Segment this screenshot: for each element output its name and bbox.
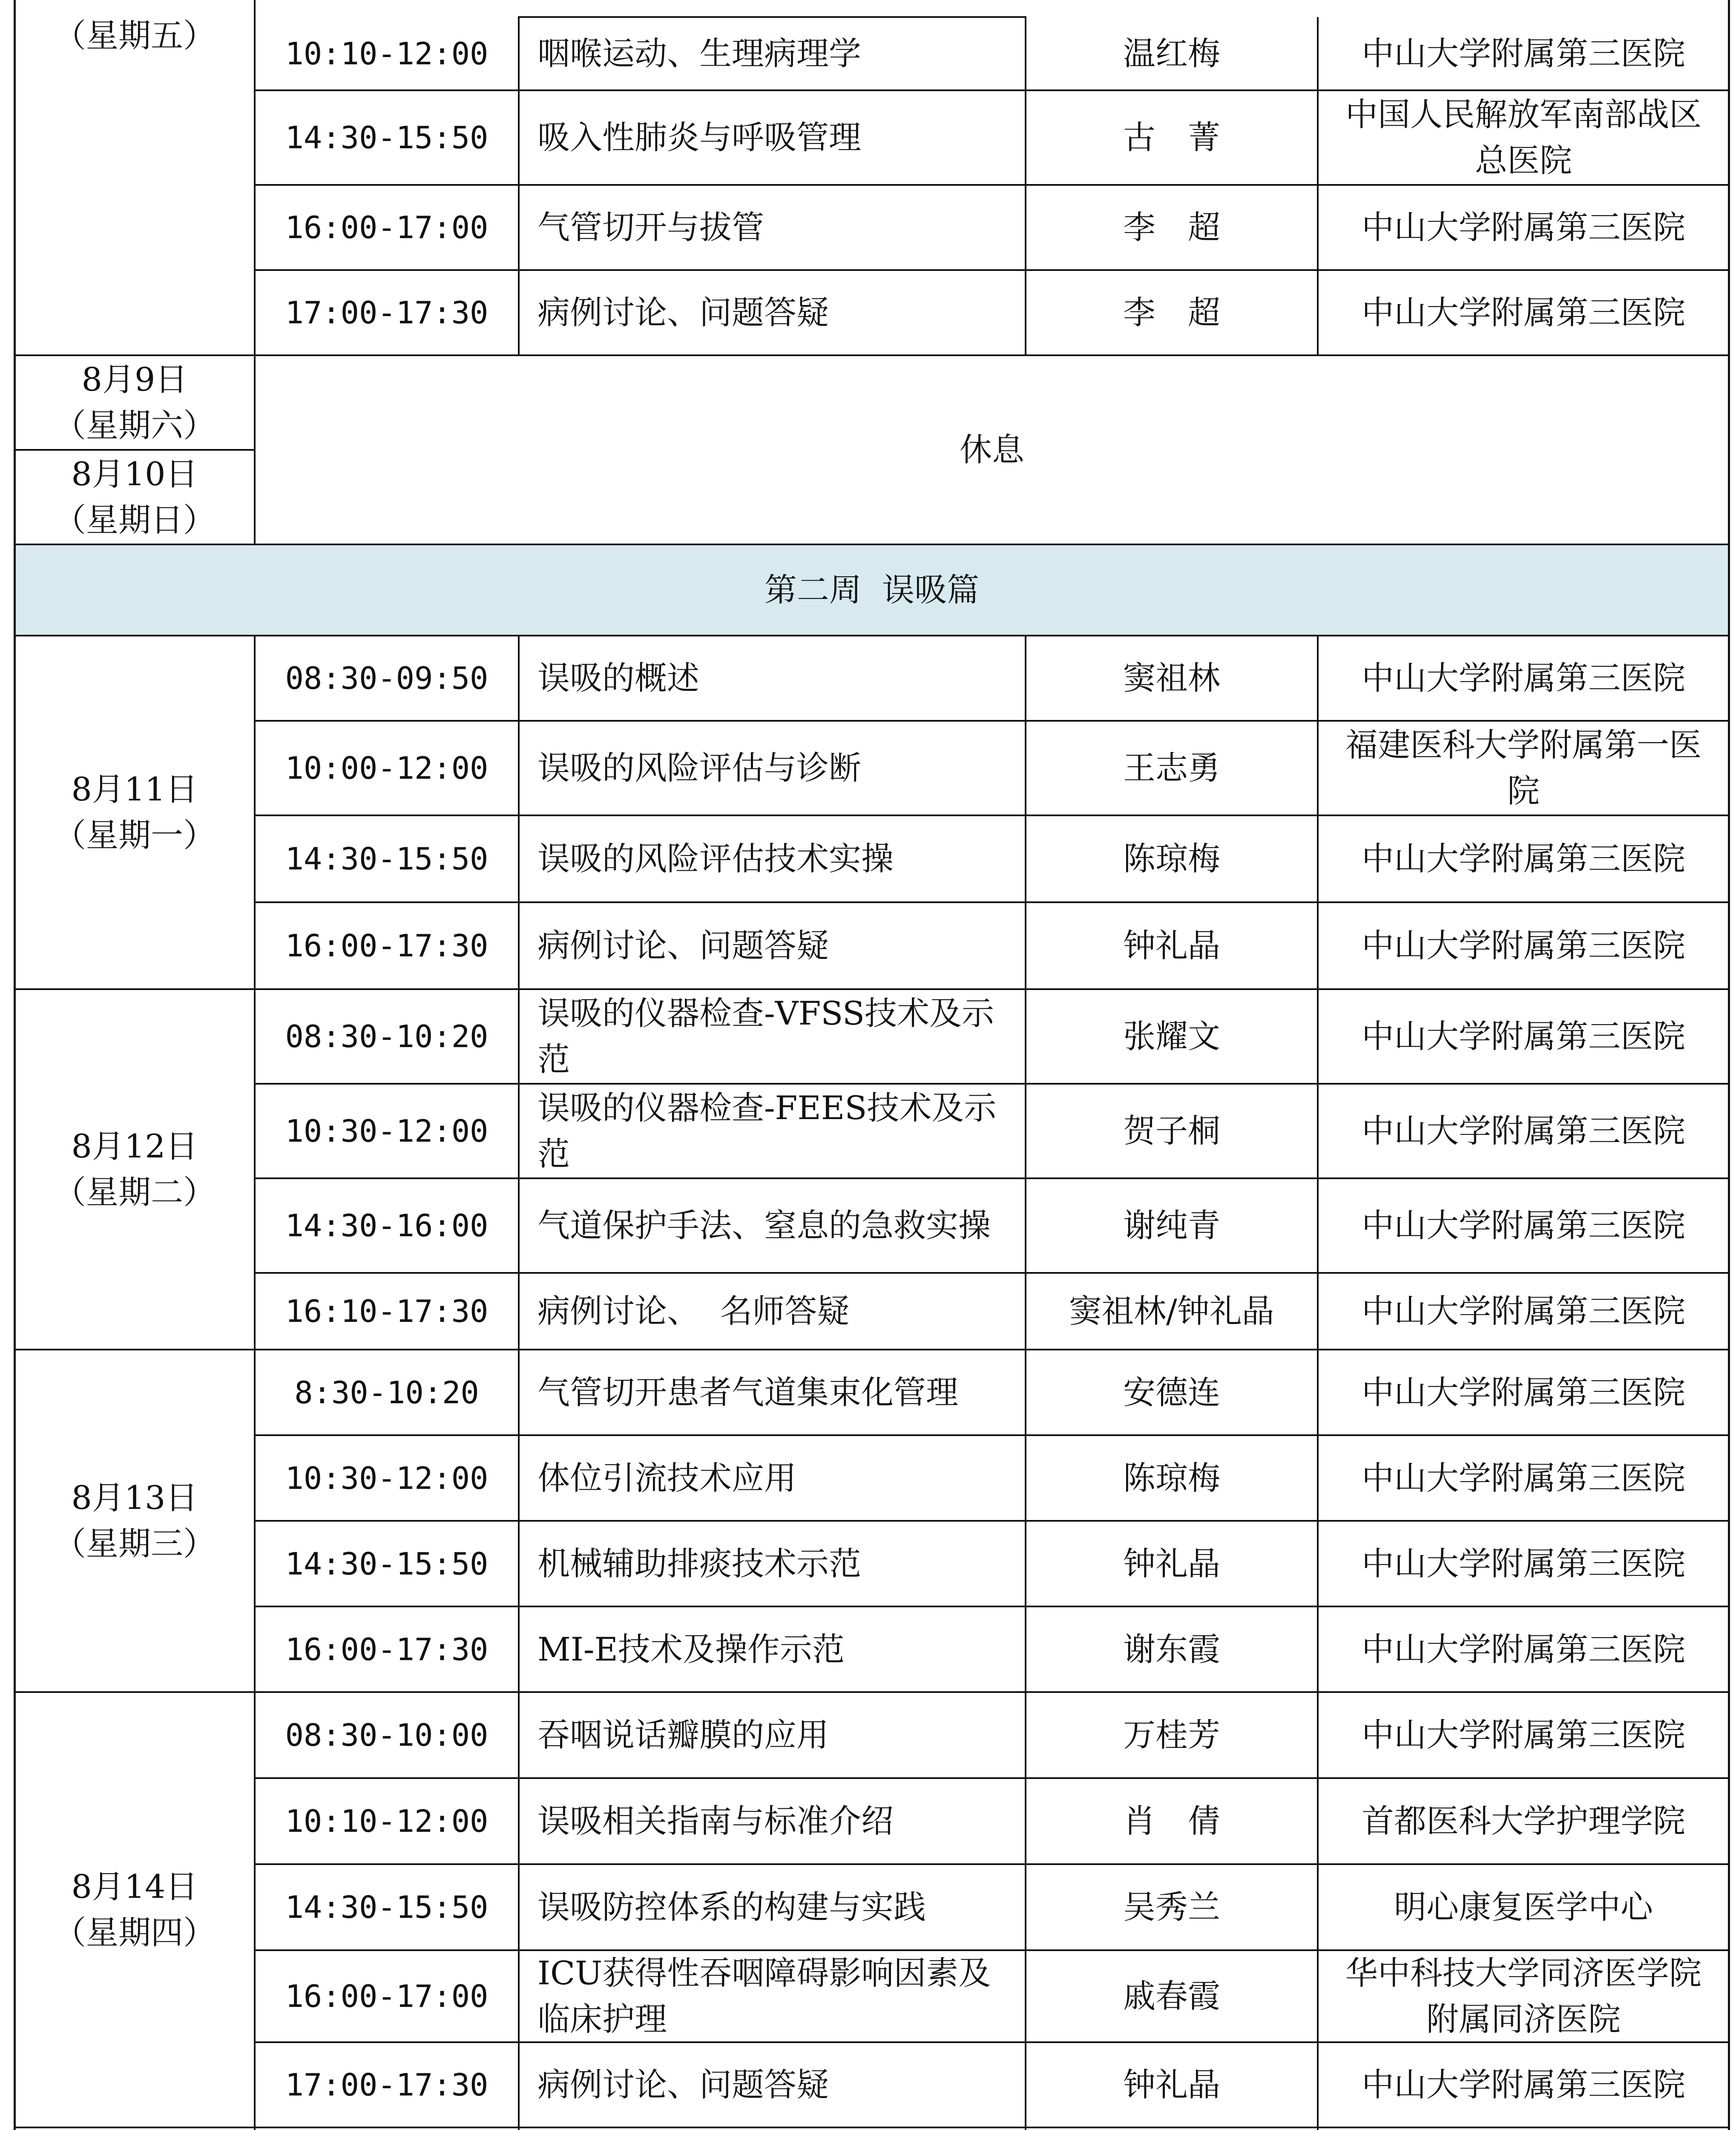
org-cell <box>1318 2042 1729 2127</box>
row-line <box>14 354 1730 356</box>
speaker-text: 钟礼晶 <box>1123 2066 1220 2104</box>
time-text: 08:30-10:00 <box>285 1717 489 1753</box>
date-label: 8月14日 <box>71 1868 198 1905</box>
topic-text: 病例讨论、 名师答疑 <box>537 1292 850 1330</box>
speaker-cell <box>1026 902 1318 989</box>
org-text: 首都医科大学护理学院 <box>1362 1802 1685 1840</box>
rest-label: 休息 <box>960 431 1024 469</box>
time-text: 17:00-17:30 <box>285 295 489 331</box>
row-line <box>254 815 1730 816</box>
speaker-text: 陈琼梅 <box>1123 1459 1220 1497</box>
topic-cell <box>519 902 1026 989</box>
topic-cell <box>519 1778 1026 1864</box>
speaker-text: 王志勇 <box>1123 749 1220 787</box>
time-text: 16:00-17:00 <box>285 1978 489 2014</box>
row-line <box>254 1520 1730 1522</box>
topic-text: 机械辅助排痰技术示范 <box>537 1544 861 1583</box>
col-line <box>1317 636 1319 2130</box>
speaker-cell <box>1026 1435 1318 1521</box>
topic-cell <box>519 1521 1026 1606</box>
topic-cell <box>519 1178 1026 1273</box>
org-text: 中山大学附属第三医院 <box>1362 1373 1685 1411</box>
row-line <box>254 1083 1730 1085</box>
col-line <box>254 0 256 544</box>
org-cell <box>1318 185 1729 270</box>
topic-text: 气管切开患者气道集束化管理 <box>537 1373 958 1411</box>
row-line <box>254 2041 1730 2043</box>
row-line <box>518 16 1026 18</box>
time-cell <box>255 1178 519 1273</box>
time-cell <box>255 1521 519 1606</box>
org-text: 明心康复医学中心 <box>1394 1888 1653 1926</box>
org-text: 中山大学附属第三医院 <box>1362 1206 1685 1244</box>
speaker-cell <box>1026 90 1318 185</box>
topic-cell <box>519 1606 1026 1692</box>
org-cell <box>1318 1778 1729 1864</box>
org-cell <box>1318 1864 1729 1950</box>
time-cell <box>255 270 519 355</box>
topic-text: 病例讨论、问题答疑 <box>537 294 829 331</box>
org-cell <box>1318 17 1729 90</box>
date-label: 8月13日 <box>71 1479 198 1517</box>
row-line <box>254 1272 1730 1274</box>
time-text: 16:10-17:30 <box>285 1293 489 1329</box>
speaker-cell <box>1026 636 1318 721</box>
time-text: 17:00-17:30 <box>285 2067 489 2103</box>
org-cell <box>1318 989 1729 1084</box>
org-text: 中山大学附属第三医院 <box>1362 1112 1685 1150</box>
time-cell <box>255 17 519 90</box>
speaker-cell <box>1026 815 1318 902</box>
topic-cell <box>519 90 1026 185</box>
org-cell <box>1318 90 1729 185</box>
topic-text: 体位引流技术应用 <box>537 1459 796 1497</box>
col-line <box>518 17 520 355</box>
org-cell <box>1318 1692 1729 1778</box>
date-cell <box>14 1692 255 2127</box>
time-cell <box>255 721 519 815</box>
speaker-text: 谢东霞 <box>1123 1630 1220 1668</box>
row-line <box>14 544 1730 545</box>
topic-text: 气道保护手法、窒息的急救实操 <box>537 1206 991 1244</box>
row-line <box>254 269 1730 271</box>
row-line <box>254 901 1730 903</box>
time-cell <box>255 636 519 721</box>
topic-cell <box>519 721 1026 815</box>
speaker-cell <box>1026 17 1318 90</box>
topic-text: 误吸相关指南与标准介绍 <box>537 1802 894 1840</box>
time-text: 10:30-12:00 <box>285 1113 489 1149</box>
time-cell <box>255 90 519 185</box>
speaker-text: 戚春霞 <box>1123 1977 1220 2015</box>
topic-cell <box>519 1864 1026 1950</box>
col-line <box>1317 17 1319 355</box>
date-cell <box>14 0 255 77</box>
org-cell <box>1318 1350 1729 1435</box>
time-text: 16:00-17:30 <box>285 1631 489 1667</box>
row-line <box>254 1863 1730 1865</box>
speaker-text: 钟礼晶 <box>1123 1544 1220 1583</box>
weekday-label: （星期二） <box>54 1173 216 1211</box>
col-line <box>1025 636 1026 2130</box>
topic-text: 误吸的仪器检查-VFSS技术及示范 <box>537 994 994 1078</box>
org-text: 中山大学附属第三医院 <box>1362 1630 1685 1668</box>
org-cell <box>1318 1950 1729 2042</box>
org-cell <box>1318 636 1729 721</box>
row-line <box>254 184 1730 186</box>
speaker-cell <box>1026 1350 1318 1435</box>
time-text: 16:00-17:00 <box>285 210 489 245</box>
speaker-cell <box>1026 1692 1318 1778</box>
org-cell <box>1318 721 1729 815</box>
org-text: 中山大学附属第三医院 <box>1362 1292 1685 1330</box>
speaker-cell <box>1026 1273 1318 1350</box>
time-text: 14:30-16:00 <box>285 1208 489 1243</box>
org-cell <box>1318 270 1729 355</box>
time-cell <box>255 1435 519 1521</box>
topic-text: 误吸的风险评估技术实操 <box>537 840 894 878</box>
topic-text: 吸入性肺炎与呼吸管理 <box>537 118 861 156</box>
org-text: 华中科技大学同济医学院附属同济医院 <box>1345 1954 1702 2038</box>
topic-cell <box>519 1692 1026 1778</box>
weekday-label: （星期日） <box>54 501 216 539</box>
time-cell <box>255 1084 519 1178</box>
speaker-text: 万桂芳 <box>1123 1716 1220 1754</box>
speaker-cell <box>1026 721 1318 815</box>
section-title: 第二周 误吸篇 <box>764 571 980 609</box>
time-text: 08:30-09:50 <box>285 660 489 696</box>
date-label: 8月12日 <box>71 1127 198 1165</box>
weekday-label: （星期四） <box>54 1914 216 1952</box>
speaker-cell <box>1026 1521 1318 1606</box>
row-line <box>14 1349 1730 1350</box>
speaker-text: 古 菁 <box>1123 118 1220 156</box>
org-text: 中山大学附属第三医院 <box>1362 35 1685 72</box>
time-cell <box>255 1778 519 1864</box>
topic-cell <box>519 17 1026 90</box>
time-cell <box>255 2042 519 2127</box>
time-text: 10:10-12:00 <box>285 1803 489 1839</box>
time-text: 10:30-12:00 <box>285 1460 489 1496</box>
row-line <box>254 1177 1730 1179</box>
topic-cell <box>519 2042 1026 2127</box>
speaker-text: 张耀文 <box>1123 1017 1220 1055</box>
row-line <box>14 635 1730 636</box>
topic-cell <box>519 1273 1026 1350</box>
row-line <box>254 89 1730 91</box>
topic-text: 病例讨论、问题答疑 <box>537 927 829 964</box>
org-text: 中山大学附属第三医院 <box>1362 1017 1685 1055</box>
speaker-text: 钟礼晶 <box>1123 927 1220 964</box>
org-text: 中山大学附属第三医院 <box>1362 1716 1685 1754</box>
col-line <box>518 636 520 2130</box>
time-cell <box>255 815 519 902</box>
org-text: 中山大学附属第三医院 <box>1362 659 1685 697</box>
speaker-text: 窦祖林/钟礼晶 <box>1069 1292 1274 1330</box>
date-cell <box>14 1350 255 1692</box>
speaker-cell <box>1026 989 1318 1084</box>
org-text: 中山大学附属第三医院 <box>1362 840 1685 878</box>
date-label: 8月11日 <box>71 770 198 808</box>
org-text: 中山大学附属第三医院 <box>1362 1544 1685 1583</box>
org-cell <box>1318 1521 1729 1606</box>
row-line <box>254 720 1730 722</box>
time-text: 14:30-15:50 <box>285 841 489 877</box>
rest-cell <box>255 355 1729 544</box>
speaker-text: 吴秀兰 <box>1123 1888 1220 1926</box>
time-text: 10:00-12:00 <box>285 750 489 786</box>
speaker-cell <box>1026 1178 1318 1273</box>
time-text: 16:00-17:30 <box>285 928 489 964</box>
col-line <box>1025 17 1026 355</box>
speaker-text: 谢纯青 <box>1123 1206 1220 1244</box>
speaker-text: 李 超 <box>1123 294 1220 331</box>
col-line <box>254 636 256 2130</box>
org-cell <box>1318 1435 1729 1521</box>
speaker-cell <box>1026 1606 1318 1692</box>
org-text: 福建医科大学附属第一医院 <box>1345 726 1702 810</box>
topic-cell <box>519 989 1026 1084</box>
time-cell <box>255 185 519 270</box>
speaker-cell <box>1026 185 1318 270</box>
topic-cell <box>519 1350 1026 1435</box>
topic-text: 气管切开与拔管 <box>537 208 764 246</box>
time-text: 08:30-10:20 <box>285 1019 489 1054</box>
org-text: 中山大学附属第三医院 <box>1362 1459 1685 1497</box>
rest-date-cell-sat <box>14 355 255 450</box>
org-cell <box>1318 902 1729 989</box>
date-cell <box>14 989 255 1350</box>
time-text: 8:30-10:20 <box>294 1374 479 1410</box>
topic-cell <box>519 270 1026 355</box>
topic-text: 病例讨论、问题答疑 <box>537 2066 829 2104</box>
row-line <box>254 1777 1730 1779</box>
row-line <box>254 1606 1730 1607</box>
date-label: 8月10日 <box>71 455 198 493</box>
time-cell <box>255 1864 519 1950</box>
topic-text: 误吸的风险评估与诊断 <box>537 749 861 787</box>
topic-text: MI-E技术及操作示范 <box>537 1630 845 1668</box>
speaker-cell <box>1026 1950 1318 2042</box>
speaker-cell <box>1026 2042 1318 2127</box>
org-cell <box>1318 1606 1729 1692</box>
topic-cell <box>519 1435 1026 1521</box>
speaker-cell <box>1026 270 1318 355</box>
time-cell <box>255 1692 519 1778</box>
time-cell <box>255 1950 519 2042</box>
speaker-cell <box>1026 1864 1318 1950</box>
time-text: 14:30-15:50 <box>285 1889 489 1925</box>
org-text: 中山大学附属第三医院 <box>1362 2066 1685 2104</box>
rest-date-cell-sun <box>14 450 255 544</box>
row-line <box>14 2127 1730 2128</box>
org-cell <box>1318 1084 1729 1178</box>
section-header <box>14 544 1729 636</box>
row-line <box>14 1691 1730 1693</box>
row-line <box>254 1949 1730 1951</box>
time-text: 10:10-12:00 <box>285 36 489 72</box>
org-cell <box>1318 1273 1729 1350</box>
topic-text: ICU获得性吞咽障碍影响因素及临床护理 <box>537 1954 991 2038</box>
topic-text: 吞咽说话瓣膜的应用 <box>537 1716 829 1754</box>
topic-cell <box>519 185 1026 270</box>
date-label: 8月9日 <box>81 360 188 398</box>
row-line <box>14 988 1730 990</box>
row-line <box>254 1434 1730 1436</box>
speaker-text: 贺子桐 <box>1123 1112 1220 1150</box>
time-cell <box>255 1606 519 1692</box>
time-text: 14:30-15:50 <box>285 120 489 155</box>
speaker-text: 肖 倩 <box>1123 1802 1220 1840</box>
time-cell <box>255 1273 519 1350</box>
border-left <box>14 0 16 2130</box>
org-text: 中山大学附属第三医院 <box>1362 294 1685 331</box>
weekday-label: （星期六） <box>54 406 216 444</box>
date-cell <box>14 636 255 989</box>
speaker-cell <box>1026 1084 1318 1178</box>
topic-cell <box>519 636 1026 721</box>
weekday-label: （星期一） <box>54 816 216 854</box>
topic-text: 误吸的概述 <box>537 659 699 697</box>
topic-text: 咽喉运动、生理病理学 <box>537 35 861 72</box>
speaker-text: 窦祖林 <box>1123 659 1220 697</box>
row-line <box>14 449 255 451</box>
topic-cell <box>519 815 1026 902</box>
org-cell <box>1318 815 1729 902</box>
topic-cell <box>519 1084 1026 1178</box>
time-cell <box>255 989 519 1084</box>
org-cell <box>1318 1178 1729 1273</box>
weekday-label: （星期三） <box>54 1525 216 1563</box>
topic-text: 误吸防控体系的构建与实践 <box>537 1888 926 1926</box>
border-right <box>1728 0 1730 2130</box>
org-text: 中山大学附属第三医院 <box>1362 208 1685 246</box>
speaker-text: 陈琼梅 <box>1123 840 1220 878</box>
speaker-text: 温红梅 <box>1123 35 1220 72</box>
time-text: 14:30-15:50 <box>285 1546 489 1582</box>
org-text: 中山大学附属第三医院 <box>1362 927 1685 964</box>
speaker-text: 安德连 <box>1123 1373 1220 1411</box>
topic-text: 误吸的仪器检查-FEES技术及示范 <box>537 1089 997 1173</box>
time-cell <box>255 902 519 989</box>
weekday-label: （星期五） <box>54 17 216 55</box>
speaker-cell <box>1026 1778 1318 1864</box>
speaker-text: 李 超 <box>1123 208 1220 246</box>
time-cell <box>255 1350 519 1435</box>
topic-cell <box>519 1950 1026 2042</box>
org-text: 中国人民解放军南部战区总医院 <box>1345 95 1702 179</box>
